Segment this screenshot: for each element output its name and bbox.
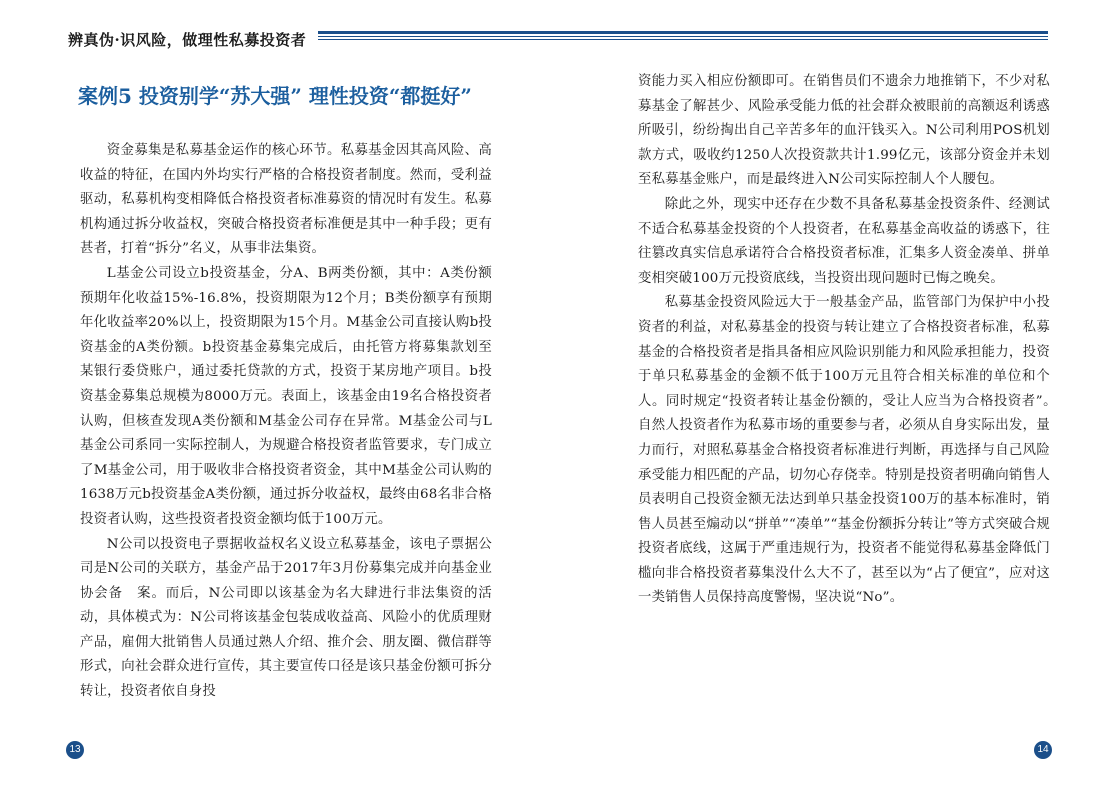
right-paragraph-3: 私募基金投资风险远大于一般基金产品，监管部门为保护中小投资者的利益，对私募基金的投资与转让建立了合格投资者标准，私募基金的合格投资者是指具备相应风险识别能力和风险承担能力，投资于单只私募基金的金额不低于100万元且符合相关标准的单位和个人。同时规定“投资者转让基金份额的，受让人应当为合格投资者”。 自然人投资者作为私募市场的重要参与者，必须从自身实际出发，量力而行，对照私募基金合格投资者标准进行判断，再选择与自己风险承受能力相匹配的产品，切勿心存侥幸。特别是投资者明确向销售人员表明自己投资金额无法达到单只基金投资100万的基本标准时，销售人员甚至煽动以“拼单”“凑单”“基金份额拆分转让”等方式突破合规投资者底线，这属于严重违规行为，投资者不能觉得私募基金降低门槛向非合格投资者募集没什么大不了，甚至以为“占了便宜”，应对这一类销售人员保持高度警惕，坚决说“No”。 <box>638 295 1064 606</box>
left-page-column <box>80 70 492 705</box>
case-title: 案例5 投资别学“苏大强” 理性投资“都挺好” <box>78 84 472 108</box>
right-page-column <box>638 70 1064 611</box>
right-paragraph-2: 除此之外，现实中还存在少数不具备私募基金投资条件、经测试不适合私募基金投资的个人投资者，在私募基金高收益的诱惑下，往往篡改真实信息承诺符合合格投资者标准，汇集多人资金凑单、拼单变相突破100万元投资底线，当投资出现问题时已悔之晚矣。 <box>638 196 1050 286</box>
header-decorative-rule <box>318 31 1048 43</box>
page-number-left: 13 <box>66 741 84 759</box>
left-paragraph-3: N公司以投资电子票据收益权名义设立私募基金，该电子票据公司是N公司的关联方，基金产品于2017年3月份募集完成并向基金业协会备 案。而后，N公司即以该基金为名大肆进行非法集资的活动，具体模式为：N公司将该基金包装成收益高、风险小的优质理财产品，雇佣大批销售人员通过熟人介绍、推介会、朋友圈、微信群等形式，向社会群众进行宣传，其主要宣传口径是该只基金份额可拆分转让，投资者依自身投 <box>80 536 492 700</box>
left-paragraph-1: 资金募集是私募基金运作的核心环节。私募基金因其高风险、高收益的特征，在国内外均实行严格的合格投资者制度。然而，受利益驱动，私募机构变相降低合格投资者标准募资的情况时有发生。私募机构通过拆分收益权，突破合格投资者标准便是其中一种手段；更有甚者，打着“拆分”名义，从事非法集资。 <box>80 143 492 257</box>
running-header-title: 辨真伪·识风险，做理性私募投资者 <box>68 31 307 49</box>
page-number-right: 14 <box>1034 741 1052 759</box>
left-paragraph-2: L基金公司设立b投资基金，分A、B两类份额，其中：A类份额预期年化收益15%-16.8%，投资期限为12个月；B类份额享有预期年化收益率20%以上，投资期限为15个月。M基金公司直接认购b投资基金的A类份额。b投资基金募集完成后，由托管方将募集款划至某银行委贷账户，通过委托贷款的方式，投资于某房地产项目。b投资基金募集总规模为8000万元。表面上，该基金由19名合格投资者认购，但核查发现A类份额和M基金公司存在异常。M基金公司与L基金公司系同一实际控制人，为规避合格投资者监管要求，专门成立了M基金公司，用于吸收非合格投资者资金，其中M基金公司认购的1638万元b投资基金A类份额，通过拆分收益权，最终由68名非合格投资者认购，这些投资者投资金额均低于100万元。 <box>80 265 492 527</box>
right-paragraph-1: 资能力买入相应份额即可。在销售员们不遗余力地推销下，不少对私募基金了解甚少、风险承受能力低的社会群众被眼前的高额返利诱惑所吸引，纷纷掏出自己辛苦多年的血汗钱买入。N公司利用POS机划款方式，吸收约1250人次投资款共计1.99亿元，该部分资金并未划至私募基金账户，而是最终进入N公司实际控制人个人腰包。 <box>638 74 1050 188</box>
